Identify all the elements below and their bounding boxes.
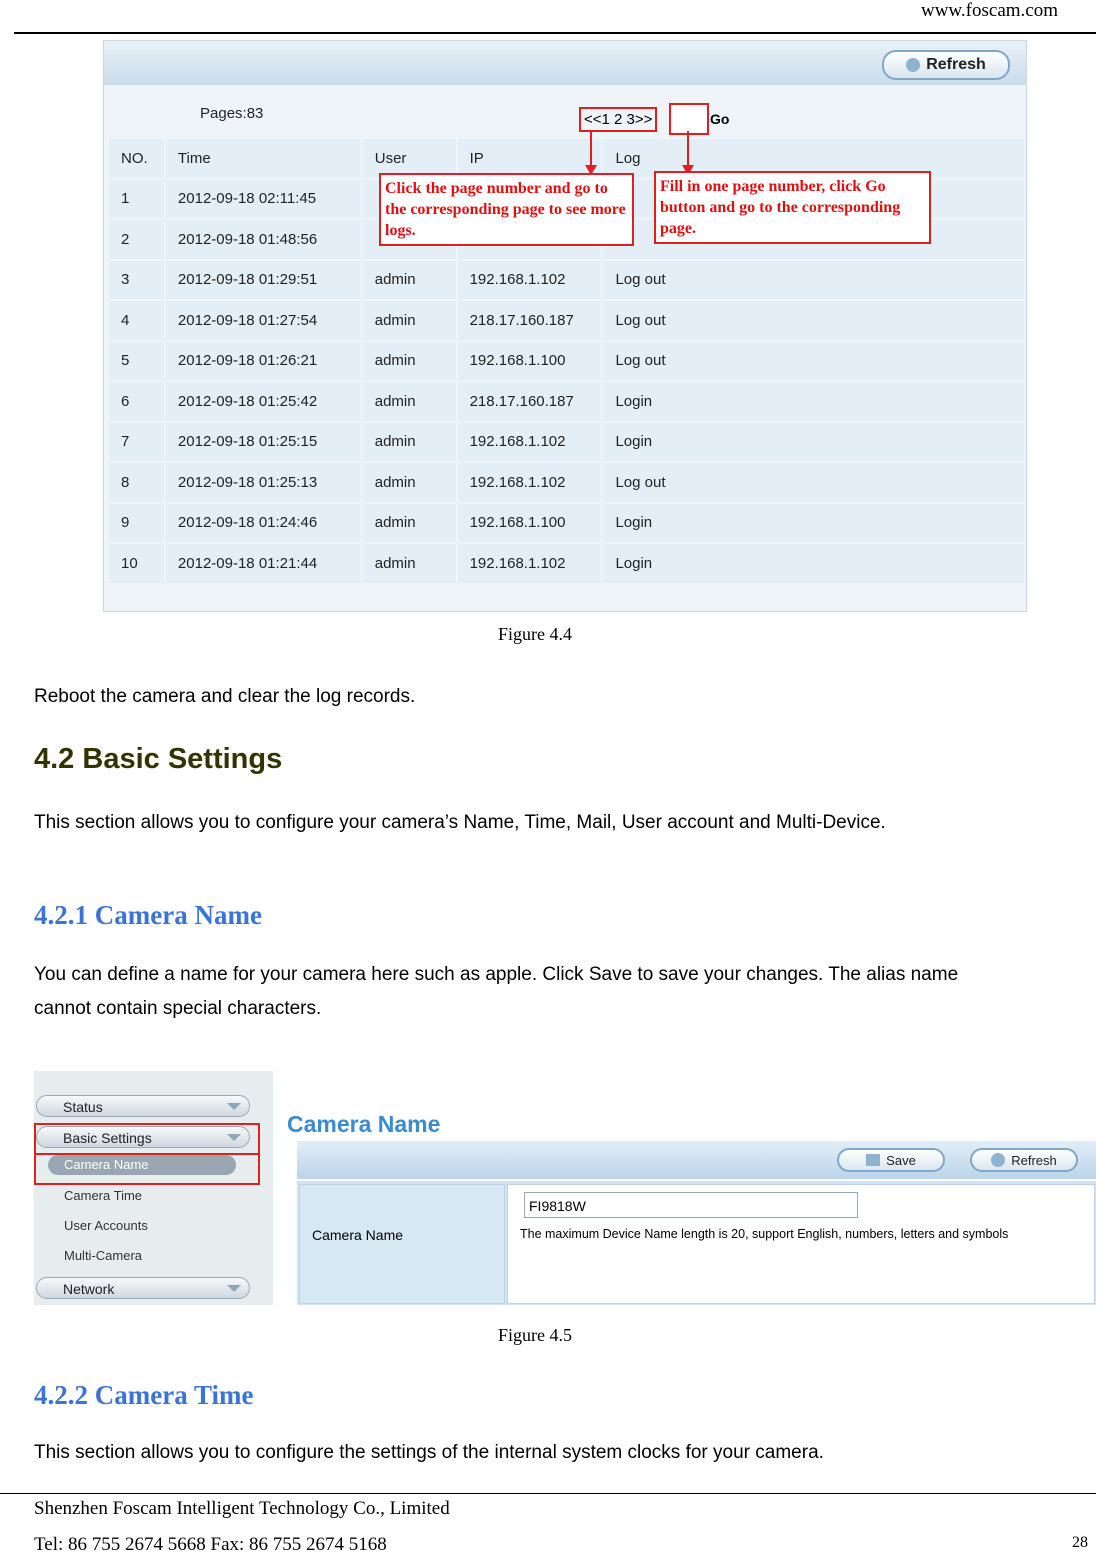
log-cell-log: Log out: [603, 261, 1024, 300]
camera-name-input[interactable]: FI9818W: [524, 1192, 858, 1218]
log-cell-ip: 192.168.1.100: [458, 342, 602, 381]
log-cell-no: 10: [109, 544, 164, 583]
log-cell-ip: 192.168.1.102: [458, 261, 602, 300]
log-cell-no: 5: [109, 342, 164, 381]
save-icon: [866, 1154, 880, 1166]
log-cell-time: 2012-09-18 01:29:51: [166, 261, 361, 300]
col-user: User: [363, 139, 456, 178]
callout-go-button: Fill in one page number, click Go button and go to the corresponding page.: [654, 171, 931, 244]
panel-title: Camera Name: [287, 1111, 441, 1137]
heading-basic-settings: 4.2 Basic Settings: [34, 743, 283, 775]
log-cell-ip: 218.17.160.187: [458, 382, 602, 421]
log-cell-no: 1: [109, 180, 164, 219]
log-cell-user: admin: [363, 544, 456, 583]
field-value-cell: [507, 1184, 1095, 1304]
figure-4-5-caption: Figure 4.5: [498, 1325, 572, 1345]
page-number-input[interactable]: [669, 103, 709, 135]
log-cell-time: 2012-09-18 01:21:44: [166, 544, 361, 583]
log-cell-no: 9: [109, 504, 164, 543]
panel-toolbar: [297, 1141, 1096, 1179]
highlight-camera-name: [34, 1153, 260, 1185]
site-url[interactable]: www.foscam.com: [920, 0, 1058, 21]
pager-links[interactable]: <<1 2 3>>: [579, 107, 657, 132]
header-rule: [14, 32, 1096, 34]
save-button[interactable]: [837, 1148, 945, 1172]
menu-basic-settings-label: Basic Settings: [63, 1130, 152, 1146]
footer-rule: [0, 1493, 1096, 1494]
col-log: Log: [603, 139, 1024, 178]
highlight-basic-settings: [34, 1123, 260, 1155]
log-cell-no: 8: [109, 463, 164, 502]
log-cell-log: Login: [603, 423, 1024, 462]
log-cell-no: 6: [109, 382, 164, 421]
menu-network-label: Network: [63, 1281, 115, 1297]
para-basic-settings: This section allows you to configure your camera’s Name, Time, Mail, User account and Multi-Device.: [34, 812, 886, 833]
log-cell-time: 2012-09-18 01:48:56: [166, 220, 361, 259]
chevron-down-icon: [227, 1285, 241, 1292]
figure-4-4-log-screenshot: [103, 40, 1027, 612]
chevron-down-icon: [227, 1103, 241, 1110]
log-cell-user: admin: [363, 423, 456, 462]
footer-contact: Tel: 86 755 2674 5668 Fax: 86 755 2674 5168: [34, 1534, 387, 1555]
log-cell-ip: 192.168.1.102: [458, 463, 602, 502]
log-cell-log: Login: [603, 382, 1024, 421]
figure-4-4-caption: Figure 4.4: [498, 624, 572, 644]
refresh-icon: [991, 1153, 1005, 1167]
log-cell-no: 4: [109, 301, 164, 340]
heading-camera-time: 4.2.2 Camera Time: [34, 1380, 254, 1410]
log-cell-log: Login: [603, 504, 1024, 543]
log-row: [109, 301, 1024, 340]
log-row: [109, 504, 1024, 543]
callout-arrow-left: [590, 131, 592, 167]
log-cell-no: 3: [109, 261, 164, 300]
page-number: 28: [1072, 1534, 1088, 1551]
menu-status-label: Status: [63, 1099, 103, 1115]
log-cell-no: 7: [109, 423, 164, 462]
log-row: [109, 423, 1024, 462]
para-camera-name-line2: cannot contain special characters.: [34, 998, 322, 1019]
settings-sidebar: [34, 1071, 273, 1305]
para-reboot: Reboot the camera and clear the log records.: [34, 686, 416, 707]
log-cell-ip: 192.168.1.100: [458, 504, 602, 543]
refresh-label: Refresh: [1011, 1152, 1057, 1168]
camera-name-hint: The maximum Device Name length is 20, support English, numbers, letters and symbols: [520, 1227, 1009, 1241]
submenu-camera-time[interactable]: Camera Time: [64, 1188, 143, 1203]
camera-name-panel: [283, 1071, 1096, 1305]
pages-count: Pages:83: [200, 105, 264, 122]
log-cell-ip: 192.168.1.102: [458, 544, 602, 583]
log-cell-user: admin: [363, 504, 456, 543]
refresh-button[interactable]: [882, 50, 1010, 80]
log-row: [109, 382, 1024, 421]
log-cell-time: 2012-09-18 01:25:15: [166, 423, 361, 462]
log-row: [109, 342, 1024, 381]
log-cell-log: Log out: [603, 342, 1024, 381]
save-label: Save: [886, 1152, 916, 1168]
camera-name-label: Camera Name: [312, 1227, 404, 1243]
refresh-button[interactable]: [970, 1148, 1078, 1172]
log-cell-log: Log out: [603, 301, 1024, 340]
log-cell-user: admin: [363, 342, 456, 381]
log-cell-no: 2: [109, 220, 164, 259]
log-cell-user: admin: [363, 261, 456, 300]
log-cell-time: 2012-09-18 01:25:42: [166, 382, 361, 421]
figure-4-5-camera-name-screenshot: [34, 1071, 1096, 1305]
log-cell-log: Log out: [603, 463, 1024, 502]
go-button[interactable]: Go: [710, 111, 730, 127]
col-ip: IP: [458, 139, 602, 178]
col-time: Time: [166, 139, 361, 178]
callout-arrow-right: [687, 131, 689, 167]
log-cell-time: 2012-09-18 02:11:45: [166, 180, 361, 219]
heading-camera-name: 4.2.1 Camera Name: [34, 900, 262, 930]
log-cell-ip: 192.168.1.102: [458, 423, 602, 462]
log-cell-user: admin: [363, 301, 456, 340]
menu-network[interactable]: [36, 1277, 250, 1299]
submenu-multi-camera[interactable]: Multi-Camera: [64, 1248, 143, 1263]
menu-status[interactable]: [36, 1095, 250, 1117]
field-label-cell: [299, 1184, 505, 1304]
submenu-camera-name[interactable]: Camera Name: [64, 1157, 149, 1172]
para-camera-time: This section allows you to configure the settings of the internal system clocks for your camera.: [34, 1442, 824, 1463]
submenu-user-accounts[interactable]: User Accounts: [64, 1218, 148, 1233]
refresh-label: Refresh: [926, 56, 986, 73]
log-cell-time: 2012-09-18 01:24:46: [166, 504, 361, 543]
log-cell-log: Login: [603, 544, 1024, 583]
log-cell-user: admin: [363, 463, 456, 502]
footer-company: Shenzhen Foscam Intelligent Technology Co., Limited: [34, 1498, 450, 1519]
refresh-icon: [906, 58, 920, 72]
log-cell-user: admin: [363, 382, 456, 421]
callout-page-numbers: Click the page number and go to the corresponding page to see more logs.: [379, 173, 634, 246]
log-row: [109, 261, 1024, 300]
col-no: NO.: [109, 139, 164, 178]
log-cell-time: 2012-09-18 01:25:13: [166, 463, 361, 502]
log-cell-time: 2012-09-18 01:26:21: [166, 342, 361, 381]
camera-name-form: [297, 1181, 1096, 1305]
para-camera-name-line1: You can define a name for your camera here such as apple. Click Save to save your changes. The alias name: [34, 964, 959, 985]
log-cell-time: 2012-09-18 01:27:54: [166, 301, 361, 340]
log-cell-ip: 218.17.160.187: [458, 301, 602, 340]
log-row: [109, 463, 1024, 502]
log-row: [109, 544, 1024, 583]
